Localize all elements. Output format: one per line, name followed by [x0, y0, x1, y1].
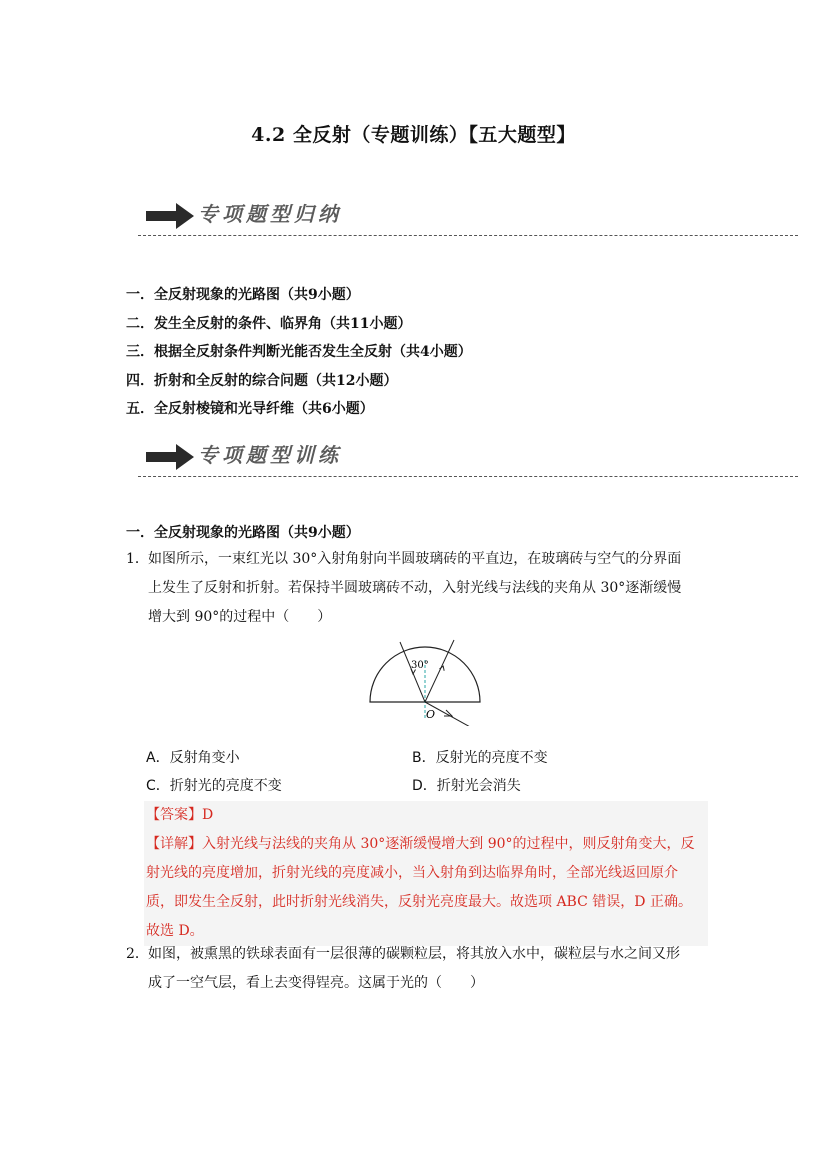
- toc-item: 四．折射和全反射的综合问题（共12小题）: [126, 372, 398, 389]
- answer-box: [144, 801, 708, 946]
- option-a: A．反射角变小: [146, 750, 240, 766]
- table-of-contents: [126, 284, 472, 427]
- toc-item: 三．根据全反射条件判断光能否发生全反射（共4小题）: [126, 344, 472, 360]
- dashed-divider: [138, 476, 798, 477]
- explain-line: 质，即发生全反射，此时折射光线消失，反射光亮度最大。故选项 ABC 错误，D 正确。: [146, 894, 692, 910]
- section-heading: 一．全反射现象的光路图（共9小题）: [126, 525, 360, 541]
- page-title: 4.2 全反射（专题训练）【五大题型】: [251, 124, 576, 146]
- question-1: [126, 545, 706, 632]
- question-line: 增大到 90°的过程中（ ）: [148, 609, 332, 625]
- angle-label: 30°: [411, 660, 429, 671]
- answer-text: 【答案】D: [146, 807, 214, 823]
- question-line: 上发生了反射和折射。若保持半圆玻璃砖不动，入射光线与法线的夹角从 30°逐渐缓慢: [148, 580, 682, 596]
- question-number: 2．: [126, 946, 149, 962]
- option-c: C．折射光的亮度不变: [146, 778, 282, 794]
- explain-line: 故选 D。: [146, 923, 204, 939]
- toc-item: 一．全反射现象的光路图（共9小题）: [126, 287, 360, 303]
- explain-line: 射光线的亮度增加，折射光线的亮度减小，当入射角到达临界角时，全部光线返回原介: [146, 865, 678, 881]
- option-b: B．反射光的亮度不变: [412, 750, 548, 766]
- section-banner-summary: [138, 196, 798, 236]
- point-label: O: [426, 708, 436, 721]
- arrow-icon: [146, 443, 196, 471]
- toc-item: 五．全反射棱镜和光导纤维（共6小题）: [126, 401, 374, 417]
- question-line: 成了一空气层，看上去变得锃亮。这属于光的（ ）: [148, 975, 484, 991]
- toc-item: 二．发生全反射的条件、临界角（共11小题）: [126, 315, 412, 332]
- semicircle-figure: [362, 636, 492, 726]
- question-line: 如图，被熏黑的铁球表面有一层很薄的碳颗粒层，将其放入水中，碳粒层与水之间又形: [148, 946, 680, 962]
- option-d: D．折射光会消失: [412, 778, 521, 794]
- explain-line: 【详解】入射光线与法线的夹角从 30°逐渐缓慢增大到 90°的过程中，则反射角变大，反: [146, 836, 695, 852]
- arrow-icon: [146, 202, 196, 230]
- question-number: 1．: [126, 551, 149, 567]
- banner-text: 专项题型归纳: [198, 202, 342, 226]
- banner-text: 专项题型训练: [198, 443, 342, 467]
- question-line: 如图所示，一束红光以 30°入射角射向半圆玻璃砖的平直边，在玻璃砖与空气的分界面: [148, 551, 682, 567]
- question-2: [126, 940, 706, 998]
- section-banner-training: [138, 437, 798, 477]
- dashed-divider: [138, 235, 798, 236]
